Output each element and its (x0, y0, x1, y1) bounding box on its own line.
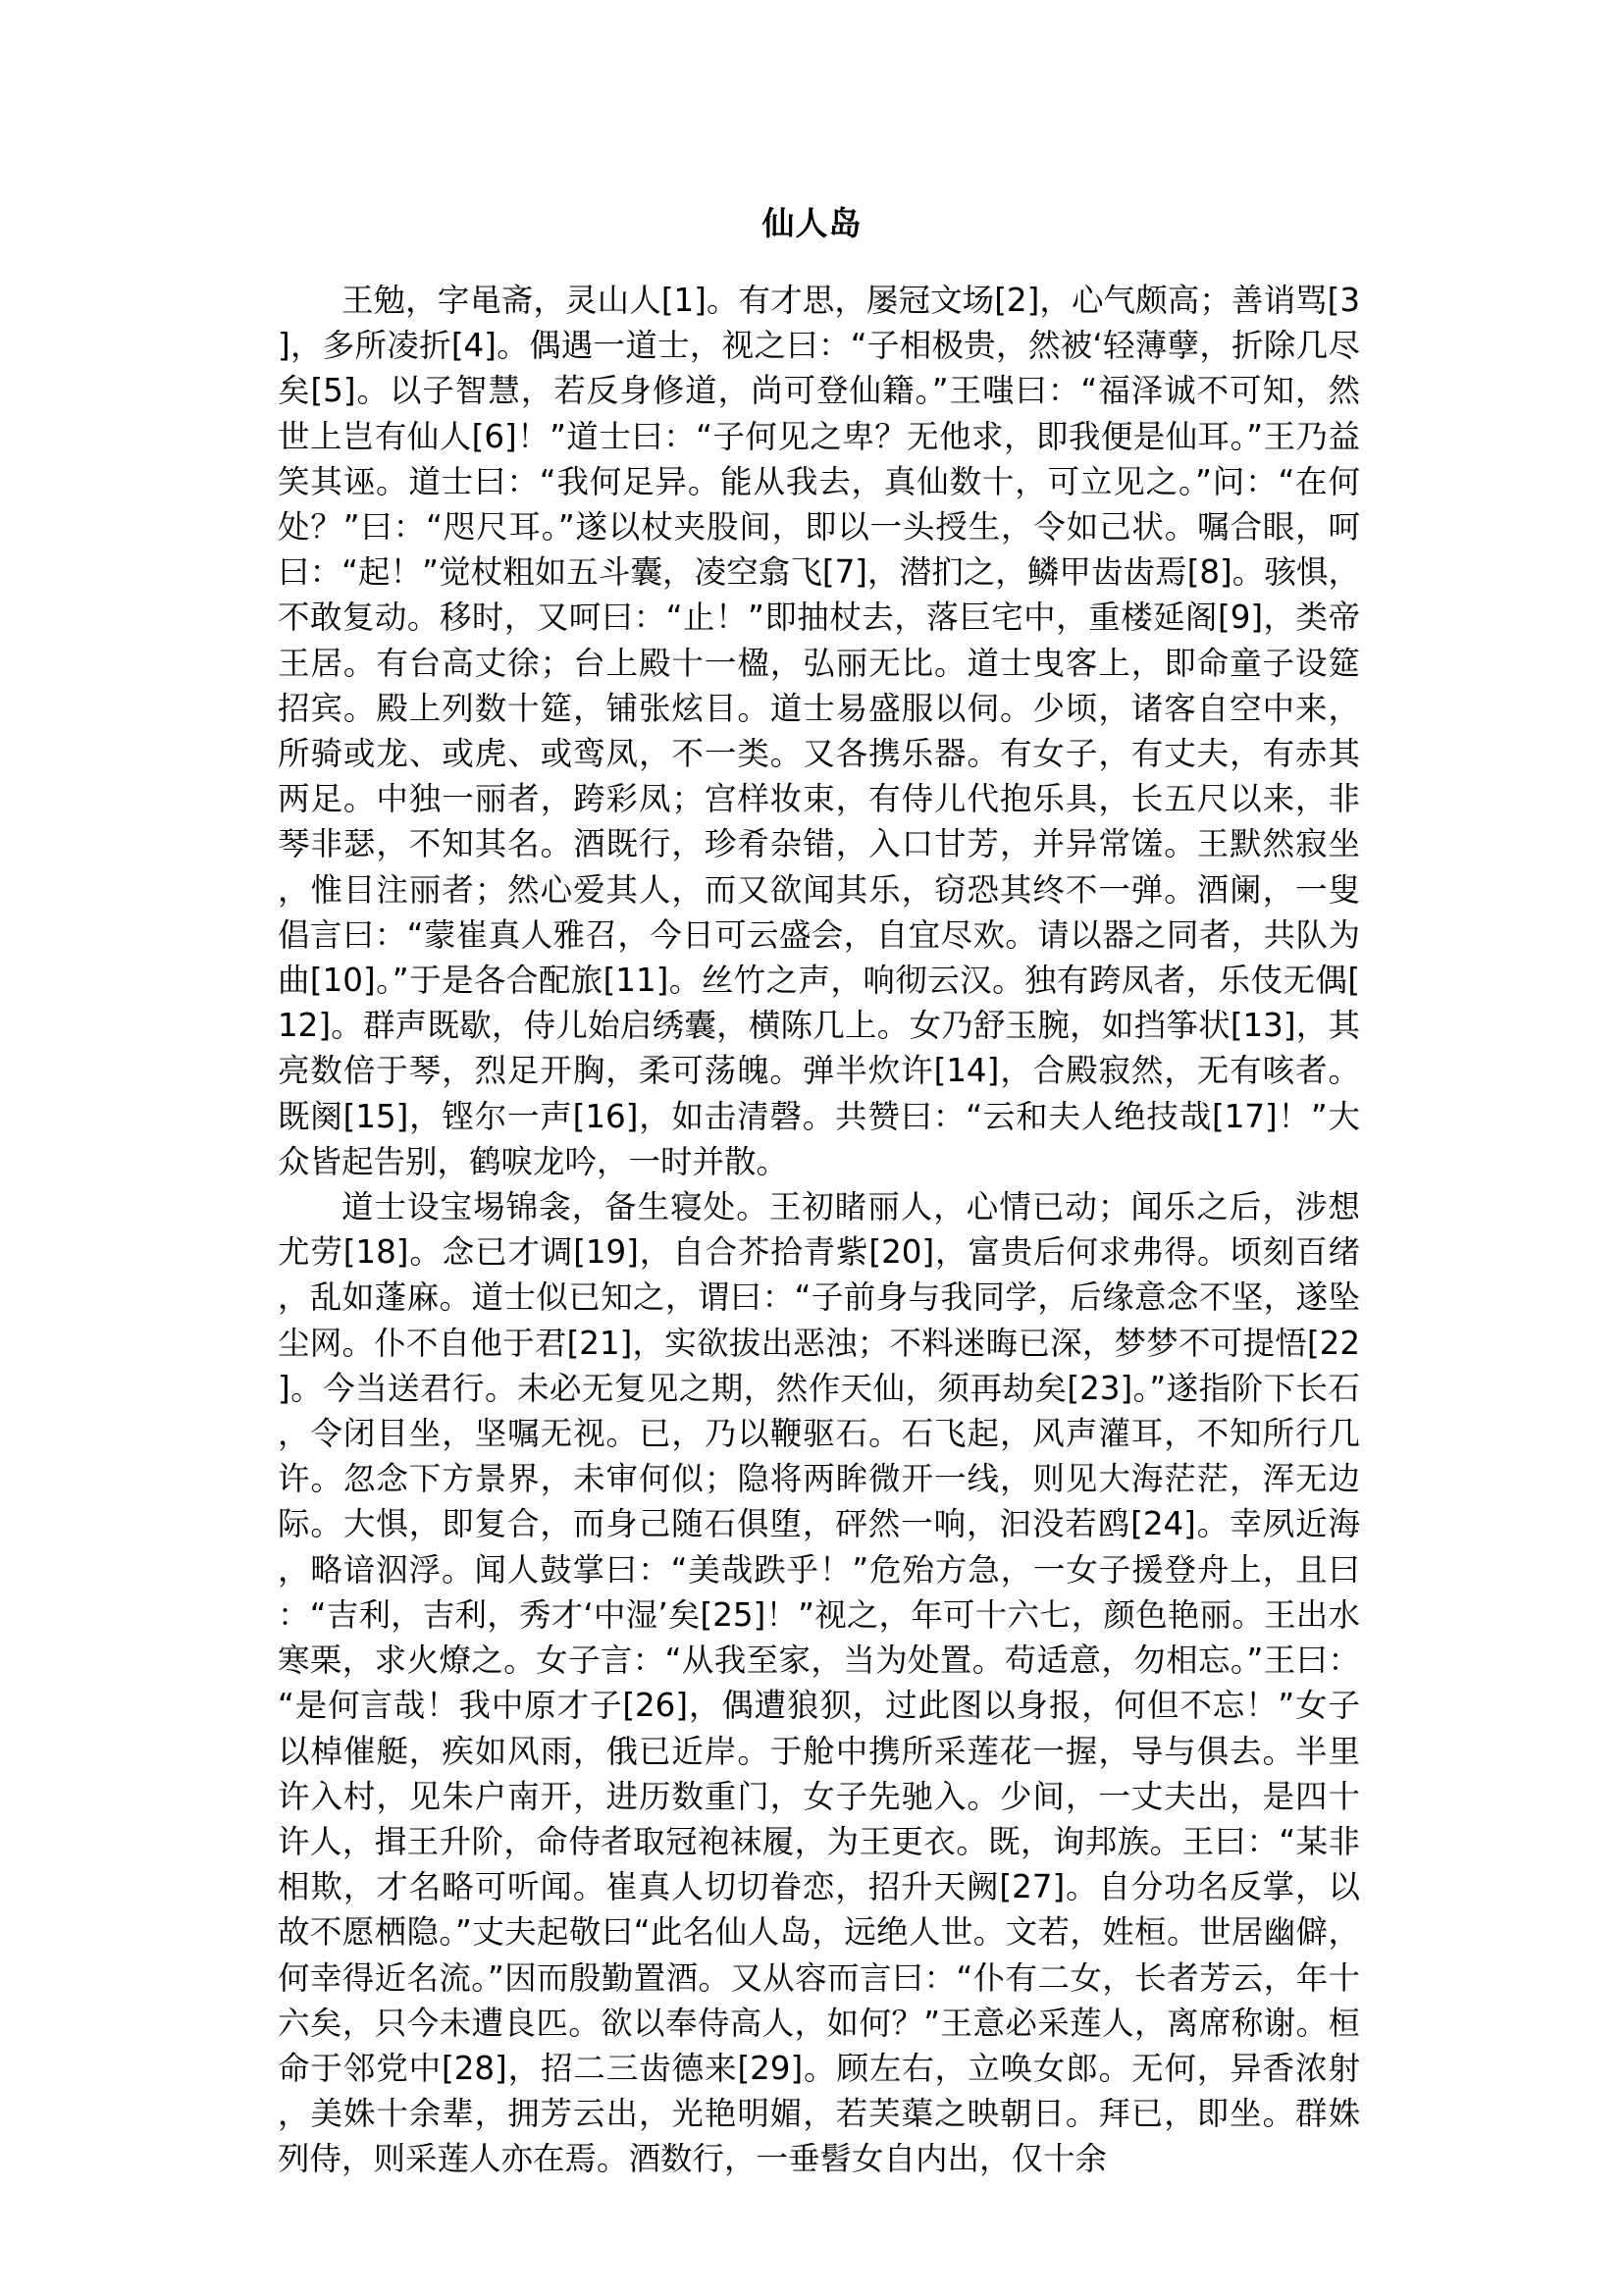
document-body (278, 278, 1360, 2182)
document-title: 仙人岛 (761, 204, 863, 242)
paragraph-2: 道士设宝埸锦衾，备生寝处。王初睹丽人，心情已动；闻乐之后，涉想尤劳[18]。念已才调[19]，自合芥拾青紫[20]，富贵后何求弗得。顷刻百绪，乱如蓬麻。道士似已知之，谓曰：“子前身与我同学，后缘意念不坚，遂坠尘网。仆不自他于君[21]，实欲拔出恶浊；不料迷晦已深，梦梦不可提悟[22]。今当送君行。未必无复见之期，然作天仙，须再劫矣[23]。”遂指阶下长石，令闭目坐，坚嘱无视。已，乃以鞭驱石。石飞起，风声灌耳，不知所行几许。忽念下方景界，未审何似；隐将两眸微开一线，则见大海茫茫，浑无边际。大惧，即复合，而身己随石俱堕，砰然一响，汩没若鸥[24]。幸夙近海，略谙泅浮。闻人鼓掌曰：“美哉跌乎！”危殆方急，一女子援登舟上，且曰：“吉利，吉利，秀才‘中湿’矣[25]！”视之，年可十六七，颜色艳丽。王出水寒栗，求火燎之。女子言：“从我至家，当为处置。苟适意，勿相忘。”王曰：“是何言哉！我中原才子[26]，偶遭狼狈，过此图以身报，何但不忘！”女子以棹催艇，疾如风雨，俄已近岸。于舱中携所采莲花一握，导与俱去。半里许入村，见朱户南开，进历数重门，女子先驰入。少间，一丈夫出，是四十许人，揖王升阶，命侍者取冠袍袜履，为王更衣。既，询邦族。王曰：“某非相欺，才名略可听闻。崔真人切切眷恋，招升天阙[27]。自分功名反掌，以故不愿栖隐。”丈夫起敬曰“此名仙人岛，远绝人世。文若，姓桓。世居幽僻，何幸得近名流。”因而殷勤置酒。又从容而言曰：“仆有二女，长者芳云，年十六矣，只今未遭良匹。欲以奉侍高人，如何？”王意必采莲人，离席称谢。桓命于邻党中[28]，招二三齿德来[29]。顾左右，立唤女郎。无何，异香浓射，美姝十余辈，拥芳云出，光艳明媚，若芙蕖之映朝日。拜已，即坐。群姝列侍，则采莲人亦在焉。酒数行，一垂髫女自内出，仅十余 (278, 1188, 1360, 2178)
paragraph-1: 王勉，字黾斋，灵山人[1]。有才思，屡冠文场[2]，心气颇高；善诮骂[3]，多所凌折[4]。偶遇一道士，视之曰：“子相极贵，然被‘轻薄孽，折除几尽矣[5]。以子智慧，若反身修道，尚可登仙籍。”王嗤曰：“福泽诚不可知，然世上岂有仙人[6]！”道士曰：“子何见之卑？无他求，即我便是仙耳。”王乃益笑其诬。道士曰：“我何足异。能从我去，真仙数十，可立见之。”问：“在何处？”曰：“咫尺耳。”遂以杖夹股间，即以一头授生，令如己状。嘱合眼，呵曰：“起！”觉杖粗如五斗囊，凌空翕飞[7]，潜扪之，鳞甲齿齿焉[8]。骇惧，不敢复动。移时，又呵曰：“止！”即抽杖去，落巨宅中，重楼延阁[9]，类帝王居。有台高丈徐；台上殿十一楹，弘丽无比。道士曳客上，即命童子设筵招宾。殿上列数十筵，铺张炫目。道士易盛服以伺。少顷，诸客自空中来，所骑或龙、或虎、或鸾凤，不一类。又各携乐器。有女子，有丈夫，有赤其两足。中独一丽者，跨彩凤；宫样妆束，有侍儿代抱乐具，长五尺以来，非琴非瑟，不知其名。酒既行，珍肴杂错，入口甘芳，并异常馐。王默然寂坐，惟目注丽者；然心爱其人，而又欲闻其乐，窃恐其终不一弹。酒阑，一叟倡言曰：“蒙崔真人雅召，今日可云盛会，自宜尽欢。请以器之同者，共队为曲[10]。”于是各合配旅[11]。丝竹之声，响彻云汉。独有跨凤者，乐伎无偶[12]。群声既歇，侍儿始启绣囊，横陈几上。女乃舒玉腕，如挡筝状[13]，其亮数倍于琴，烈足开胸，柔可荡魄。弹半炊许[14]，合殿寂然，无有咳者。既阕[15]，铿尔一声[16]，如击清磬。共赞曰：“云和夫人绝技哉[17]！”大众皆起告别，鹤唳龙吟，一时并散。 (278, 282, 1360, 1180)
